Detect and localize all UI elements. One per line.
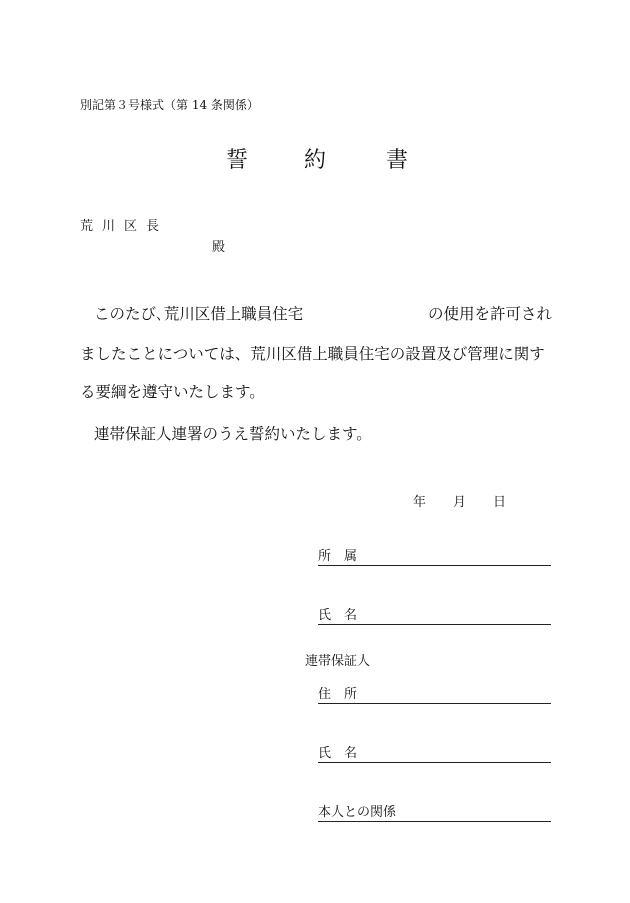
guarantor-heading: 連帯保証人 bbox=[305, 654, 371, 669]
body-line-3: る要綱を遵守いたします。 bbox=[80, 383, 265, 401]
guarantor-name-field[interactable] bbox=[318, 742, 551, 763]
affiliation-label: 所 属 bbox=[318, 549, 358, 564]
affiliation-field[interactable] bbox=[318, 545, 551, 566]
name-field[interactable] bbox=[318, 604, 551, 625]
guarantor-relationship-field[interactable] bbox=[318, 801, 551, 822]
body-line-1a: このたび､荒川区借上職員住宅 bbox=[94, 305, 304, 323]
date-day: 日 bbox=[493, 495, 507, 510]
guarantor-address-label: 住 所 bbox=[318, 687, 358, 702]
guarantor-name-label: 氏 名 bbox=[318, 746, 358, 761]
honorific: 殿 bbox=[212, 240, 226, 255]
date-year: 年 bbox=[413, 495, 427, 510]
title-char-2: 約 bbox=[304, 148, 327, 173]
body-line-2: ましたことについては、荒川区借上職員住宅の設置及び管理に関す bbox=[80, 345, 545, 363]
title-char-1: 誓 bbox=[226, 148, 249, 173]
title-char-3: 書 bbox=[386, 148, 409, 173]
addressee: 荒川区長 bbox=[80, 219, 169, 234]
guarantor-address-field[interactable] bbox=[318, 683, 551, 704]
name-label: 氏 名 bbox=[318, 608, 358, 623]
date-month: 月 bbox=[453, 495, 467, 510]
body-line-1b: の使用を許可され bbox=[428, 305, 553, 323]
form-number: 別記第３号様式（第 14 条関係） bbox=[80, 98, 259, 112]
body-line-4: 連帯保証人連署のうえ誓約いたします。 bbox=[94, 425, 372, 443]
guarantor-relationship-label: 本人との関係 bbox=[318, 805, 397, 820]
